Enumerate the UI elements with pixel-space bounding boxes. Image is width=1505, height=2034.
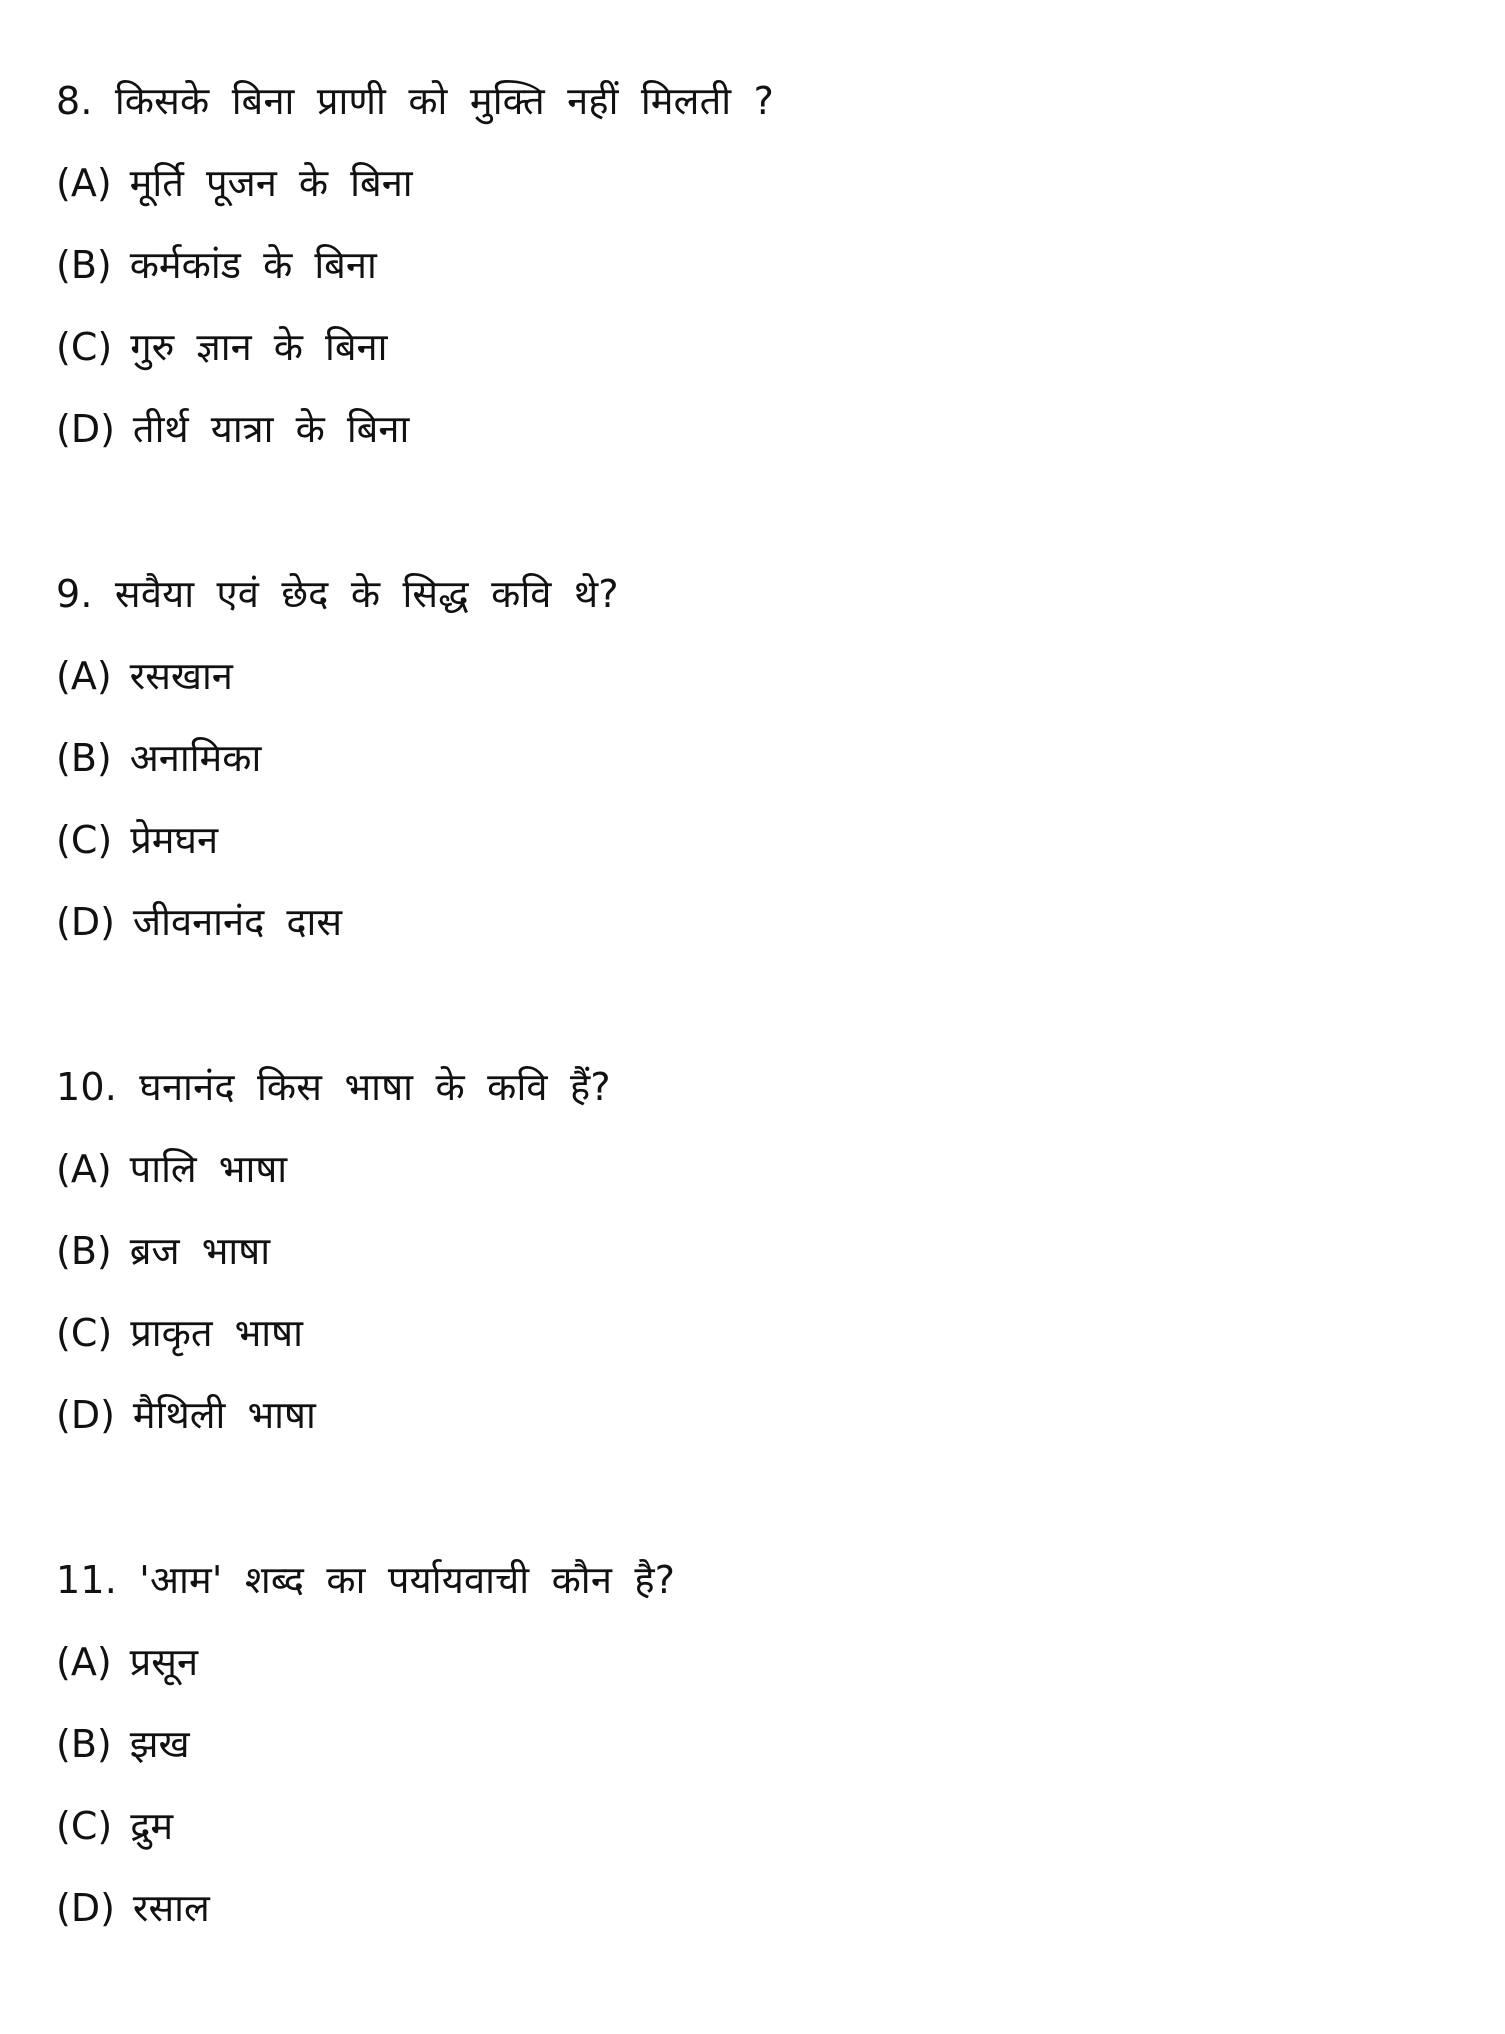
option-text: मूर्ति पूजन के बिना	[129, 161, 413, 205]
option-label: (A)	[56, 1640, 112, 1684]
option-label: (B)	[56, 243, 112, 287]
question-11	[56, 1539, 1456, 1949]
question-8	[56, 60, 1456, 470]
option-label: (A)	[56, 654, 112, 698]
option-label: (B)	[56, 1722, 112, 1766]
option-label: (C)	[56, 325, 113, 369]
option-d	[56, 1374, 1456, 1456]
option-text: गुरु ज्ञान के बिना	[130, 325, 388, 369]
question-9	[56, 553, 1456, 963]
option-label: (C)	[56, 1804, 113, 1848]
option-text: ब्रज भाषा	[129, 1229, 271, 1273]
option-label: (A)	[56, 1147, 112, 1191]
option-a	[56, 142, 1456, 224]
option-d	[56, 881, 1456, 963]
option-d	[56, 1867, 1456, 1949]
option-a	[56, 1621, 1456, 1703]
option-c	[56, 1785, 1456, 1867]
option-label: (C)	[56, 818, 113, 862]
question-text: 9. सवैया एवं छेद के सिद्ध कवि थे?	[56, 572, 619, 616]
option-label: (D)	[56, 900, 115, 944]
option-text: रसाल	[132, 1886, 210, 1930]
option-b	[56, 1703, 1456, 1785]
option-label: (D)	[56, 1393, 115, 1437]
option-label: (C)	[56, 1311, 113, 1355]
option-label: (B)	[56, 736, 112, 780]
option-text: तीर्थ यात्रा के बिना	[132, 407, 410, 451]
option-c	[56, 799, 1456, 881]
option-c	[56, 306, 1456, 388]
option-b	[56, 717, 1456, 799]
option-label: (D)	[56, 407, 115, 451]
option-c	[56, 1292, 1456, 1374]
option-text: कर्मकांड के बिना	[129, 243, 377, 287]
option-text: पालि भाषा	[129, 1147, 288, 1191]
question-text: 8. किसके बिना प्राणी को मुक्ति नहीं मिलती ?	[56, 79, 774, 123]
option-label: (A)	[56, 161, 112, 205]
option-label: (B)	[56, 1229, 112, 1273]
question-text: 10. घनानंद किस भाषा के कवि हैं?	[56, 1065, 611, 1109]
option-text: अनामिका	[129, 736, 262, 780]
option-text: झख	[129, 1722, 190, 1766]
option-text: प्रसून	[129, 1640, 199, 1684]
option-text: जीवनानंद दास	[132, 900, 343, 944]
option-label: (D)	[56, 1886, 115, 1930]
option-text: प्रेमघन	[130, 818, 219, 862]
question-10	[56, 1046, 1456, 1456]
option-text: प्राकृत भाषा	[130, 1311, 303, 1355]
option-d	[56, 388, 1456, 470]
option-b	[56, 224, 1456, 306]
option-text: द्रुम	[130, 1804, 174, 1848]
option-text: रसखान	[129, 654, 233, 698]
option-a	[56, 1128, 1456, 1210]
option-text: मैथिली भाषा	[132, 1393, 316, 1437]
option-b	[56, 1210, 1456, 1292]
question-text: 11. 'आम' शब्द का पर्यायवाची कौन है?	[56, 1558, 676, 1602]
option-a	[56, 635, 1456, 717]
